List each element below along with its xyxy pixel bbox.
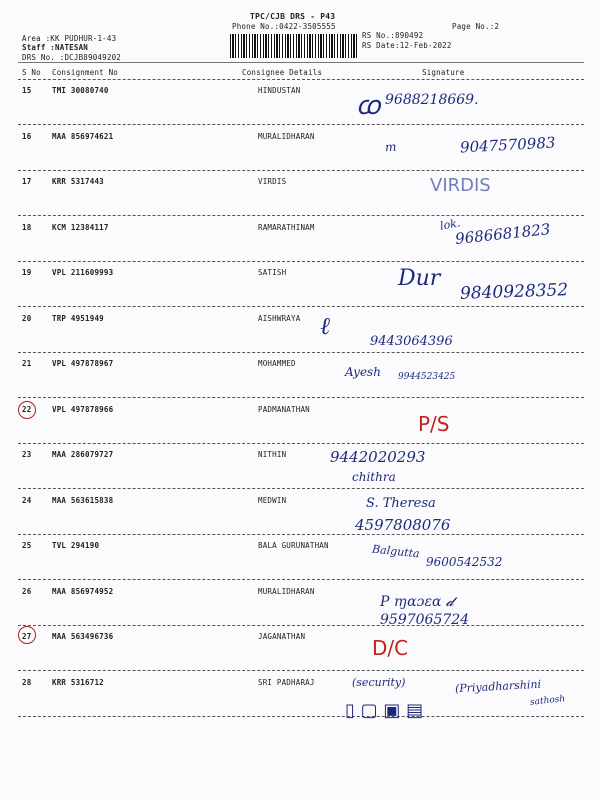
row-sno: 24 xyxy=(22,495,32,505)
row-sno: 18 xyxy=(22,222,32,232)
row-consignment-no: MAA 856974952 xyxy=(52,586,114,596)
area-label: Area :KK PUDHUR-1-43 xyxy=(22,34,117,43)
col-consignment: Consignment No xyxy=(52,68,119,77)
row-sno: 27 xyxy=(22,632,32,641)
row-divider xyxy=(18,534,584,535)
row-consignment-no: TVL 294190 xyxy=(52,541,100,550)
row-divider xyxy=(18,397,584,398)
row-sno: 22 xyxy=(22,404,32,414)
signature-mark-20: ℓ xyxy=(320,312,330,340)
row-sno: 17 xyxy=(22,177,32,186)
handwriting-22: P/S xyxy=(418,412,450,436)
col-signature: Signature xyxy=(422,68,465,77)
row-sno: 25 xyxy=(22,541,32,550)
circle-mark-22 xyxy=(18,401,36,419)
handwriting-26: 9597065724 xyxy=(380,612,470,628)
row-sno: 19 xyxy=(22,268,32,277)
row-sno: 23 xyxy=(22,450,32,459)
row-consignee: MURALIDHARAN xyxy=(258,586,315,596)
row-consignment-no: TRP 4951949 xyxy=(52,313,104,323)
row-consignee: BALA GURUNATHAN xyxy=(258,541,329,550)
row-consignment-no: MAA 563615838 xyxy=(52,495,114,505)
rs-number: RS No.:890492 xyxy=(362,31,424,40)
signature-mark-19: Dur xyxy=(398,266,441,291)
signature-mark-15: ꭃ xyxy=(356,91,381,121)
row-consignment-no: MAA 856974621 xyxy=(52,131,114,141)
barcode xyxy=(230,34,358,58)
row-divider xyxy=(18,579,584,580)
signature-mark-18: lok. xyxy=(439,216,462,233)
signature-mark-16: m xyxy=(384,139,397,155)
handwriting-28-a: (security) xyxy=(352,676,406,689)
row-consignee: MOHAMMED xyxy=(258,359,296,368)
col-consignee: Consignee Details xyxy=(242,68,323,77)
handwriting-18: 9686681823 xyxy=(454,220,552,248)
row-consignee: AISHWRAYA xyxy=(258,313,301,323)
row-consignee: RAMARATHINAM xyxy=(258,222,315,232)
row-divider xyxy=(18,215,584,216)
row-consignee: VIRDIS xyxy=(258,177,287,186)
row-divider xyxy=(18,443,584,444)
header-rule xyxy=(18,79,584,80)
handwriting-28-b: (Priyadharshini xyxy=(454,677,542,696)
stamp-17: VIRDIS xyxy=(430,175,491,196)
page-number: Page No.:2 xyxy=(452,22,500,31)
row-divider xyxy=(18,261,584,262)
row-consignee: MEDWIN xyxy=(258,495,287,505)
handwriting-27: D/C xyxy=(372,636,409,660)
row-sno: 26 xyxy=(22,586,32,596)
circle-mark-27 xyxy=(18,626,36,644)
row-divider xyxy=(18,716,584,717)
rs-date: RS Date:12-Feb-2022 xyxy=(362,41,452,50)
handwriting-20: 9443064396 xyxy=(370,334,453,349)
handwriting-25-name: Balgutta xyxy=(371,542,421,561)
header-divider xyxy=(18,62,584,63)
row-consignment-no: VPL 211609993 xyxy=(52,268,114,277)
row-consignee: PADMANATHAN xyxy=(258,404,310,414)
row-consignee: NITHIN xyxy=(258,450,287,459)
phone-number: Phone No.:0422-3505555 xyxy=(232,22,336,31)
row-divider xyxy=(18,488,584,489)
drs-number: DRS No. :DCJB89049202 xyxy=(22,53,122,62)
handwriting-23-name: chithra xyxy=(352,470,396,484)
row-consignee: MURALIDHARAN xyxy=(258,131,315,141)
row-sno: 21 xyxy=(22,359,32,368)
handwriting-23: 9442020293 xyxy=(330,448,426,466)
row-sno: 28 xyxy=(22,677,32,687)
row-consignment-no: MAA 563496736 xyxy=(52,632,114,641)
row-consignment-no: KRR 5317443 xyxy=(52,177,104,186)
signature-mark-28: ▯ ▢ ▣ ▤ xyxy=(345,700,424,721)
row-divider xyxy=(18,625,584,626)
row-consignment-no: VPL 497878966 xyxy=(52,404,114,414)
signature-mark-26: P ɱɑɔɛɑ 𝓭 xyxy=(380,594,454,610)
handwriting-21-name: Ayesh xyxy=(345,365,381,379)
handwriting-19: 9840928352 xyxy=(459,280,569,304)
row-divider xyxy=(18,352,584,353)
row-consignee: SATISH xyxy=(258,268,287,277)
row-consignment-no: TMI 30080740 xyxy=(52,86,109,95)
row-divider xyxy=(18,170,584,171)
row-consignment-no: VPL 497878967 xyxy=(52,359,114,368)
handwriting-28-c: sathosh xyxy=(529,694,566,708)
sheet-title: TPC/CJB DRS - P43 xyxy=(250,12,336,21)
row-sno: 20 xyxy=(22,313,32,323)
handwriting-16: 9047570983 xyxy=(459,133,556,157)
row-sno: 16 xyxy=(22,131,32,141)
handwriting-15: 9688218669. xyxy=(385,92,479,108)
row-consignee: JAGANATHAN xyxy=(258,632,306,641)
handwriting-24: 4597808076 xyxy=(355,516,451,534)
row-divider xyxy=(18,670,584,671)
handwriting-24-name: S. Theresa xyxy=(366,496,436,511)
row-consignee: SRI PADHARAJ xyxy=(258,677,315,687)
row-sno: 15 xyxy=(22,86,32,95)
row-consignment-no: KRR 5316712 xyxy=(52,677,104,687)
col-sno: S No xyxy=(22,68,41,77)
row-consignment-no: MAA 286079727 xyxy=(52,450,114,459)
staff-label: Staff :NATESAN xyxy=(22,43,89,52)
row-consignee: HINDUSTAN xyxy=(258,86,301,95)
row-divider xyxy=(18,306,584,307)
handwriting-21: 9944523425 xyxy=(398,372,456,382)
row-consignment-no: KCM 12384117 xyxy=(52,222,109,232)
handwriting-25: 9600542532 xyxy=(426,555,503,569)
row-divider xyxy=(18,124,584,125)
